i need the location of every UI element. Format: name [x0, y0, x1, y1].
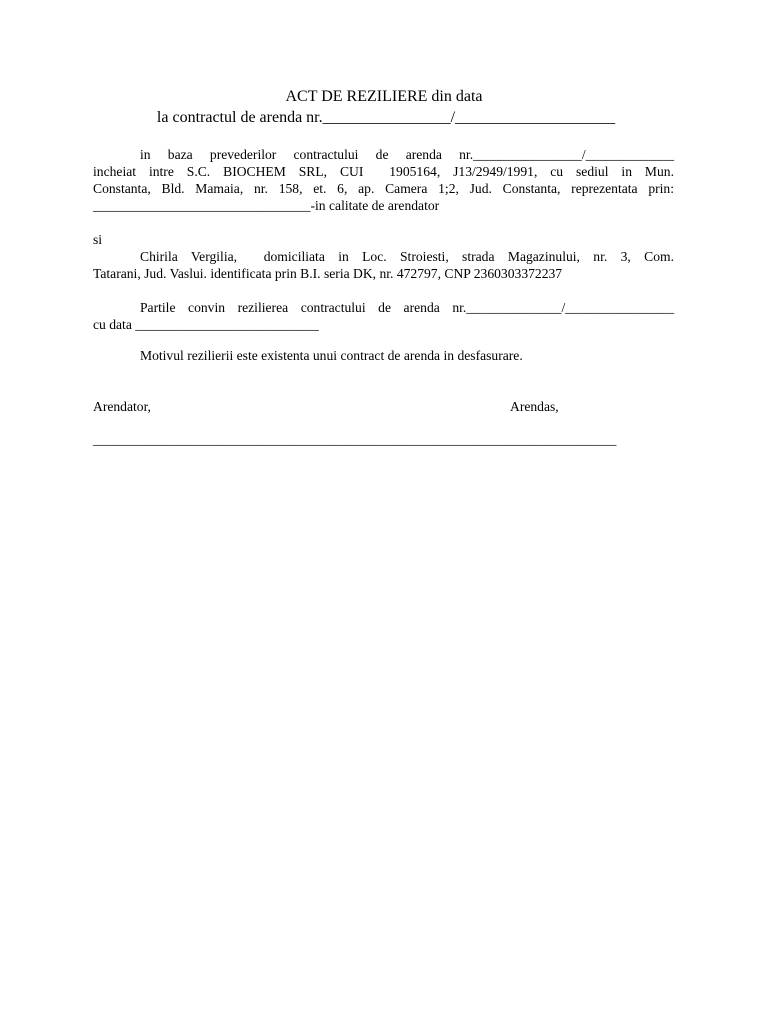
conjunction-si: si: [93, 232, 103, 247]
document-title: ACT DE REZILIERE din data: [285, 88, 483, 105]
para1-line3: Constanta, Bld. Mamaia, nr. 158, et. 6, ap. Camera 1;2, Jud. Constanta, reprezentata prin:: [93, 181, 674, 196]
para2-line1: Chirila Vergilia, domiciliata in Loc. Stroiesti, strada Magazinului, nr. 3, Com.: [140, 249, 674, 264]
signature-line: _____________________________________________________________________________: [93, 432, 617, 447]
para1-line1: in baza prevederilor contractului de arenda nr.________________/_____________: [140, 147, 674, 162]
document-subtitle: la contractul de arenda nr.________________/____________________: [156, 109, 616, 126]
para1-line2: incheiat intre S.C. BIOCHEM SRL, CUI 1905164, J13/2949/1991, cu sediul in Mun.: [93, 164, 674, 179]
para1-line4: ________________________________-in calitate de arendator: [93, 198, 440, 213]
signature-label-arendas: Arendas,: [510, 399, 559, 414]
signature-label-arendator: Arendator,: [93, 399, 151, 414]
para3-line2: cu data ___________________________: [93, 317, 319, 332]
para4: Motivul rezilierii este existenta unui contract de arenda in desfasurare.: [140, 348, 523, 363]
para2-line2: Tatarani, Jud. Vaslui. identificata prin B.I. seria DK, nr. 472797, CNP 2360303372237: [93, 266, 563, 281]
para3-line1: Partile convin rezilierea contractului de arenda nr.______________/________________: [140, 300, 674, 315]
